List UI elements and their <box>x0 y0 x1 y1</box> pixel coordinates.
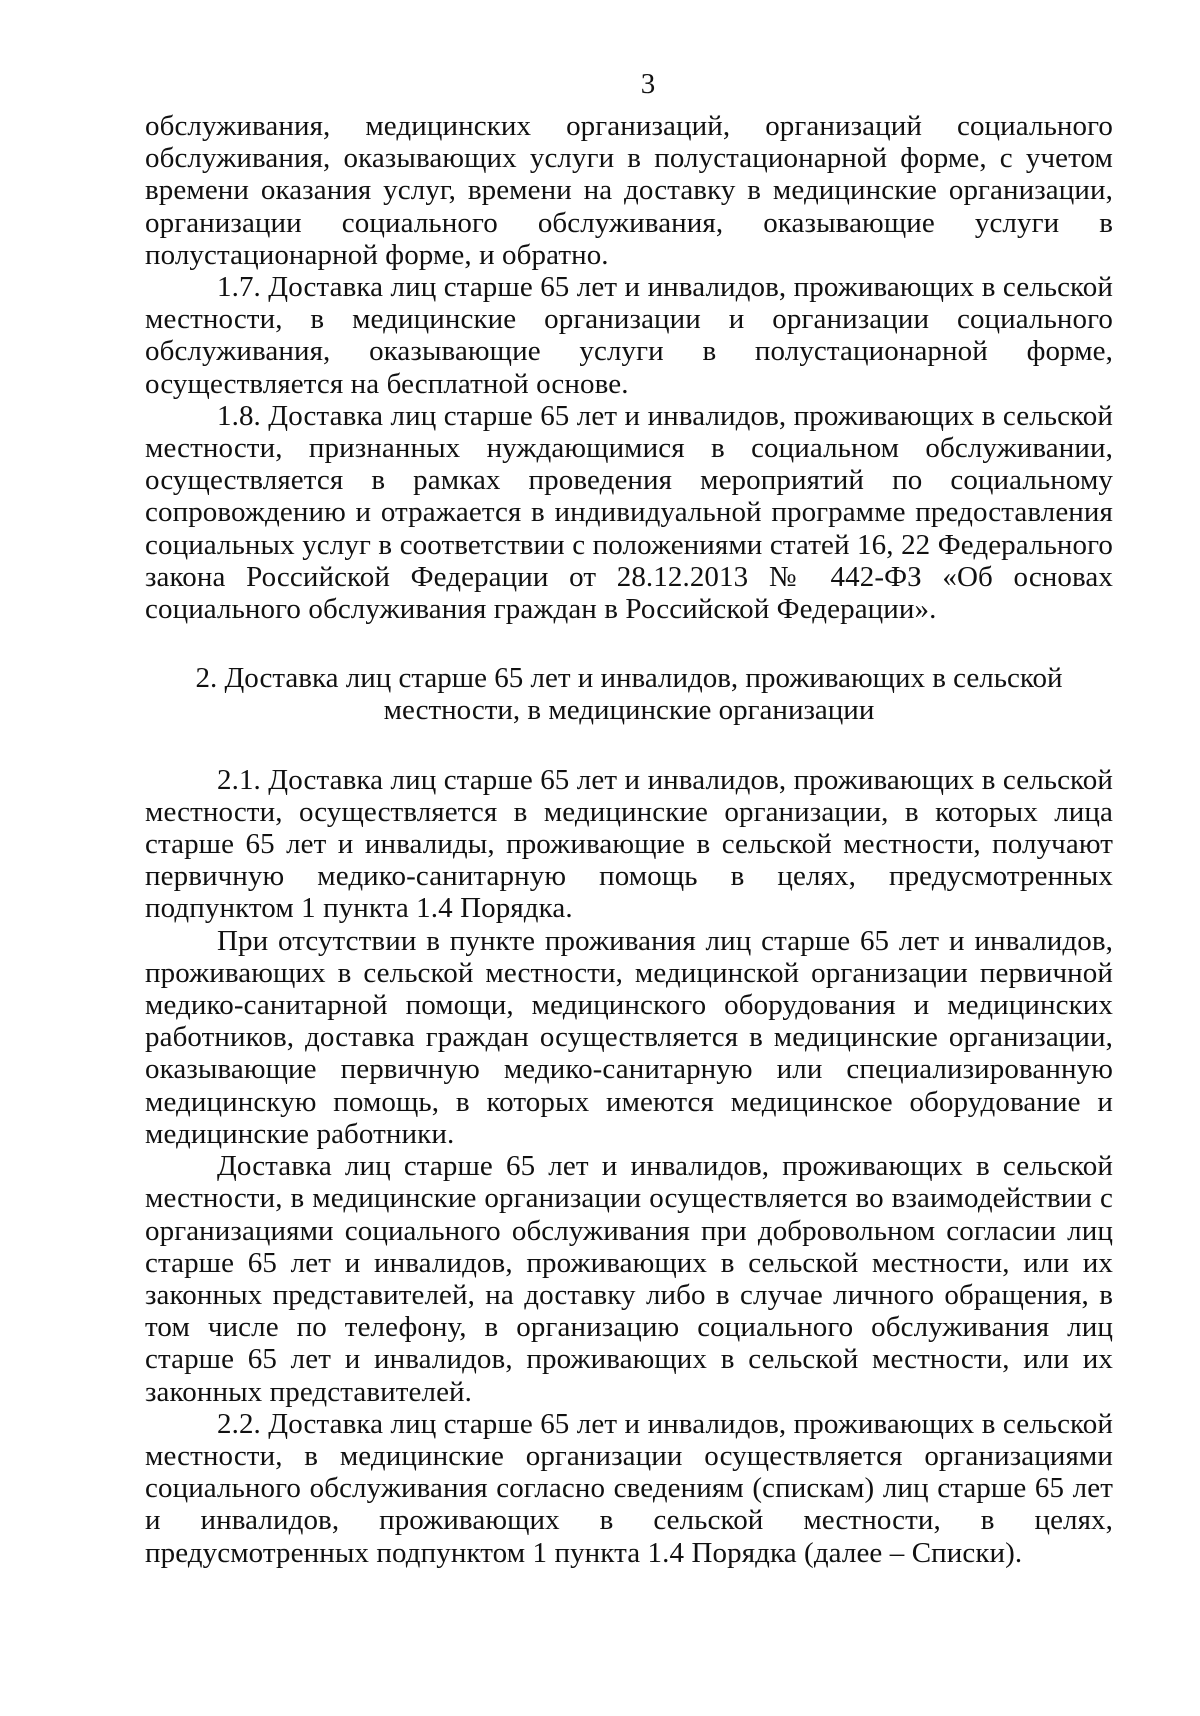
paragraph-item-1-8: 1.8. Доставка лиц старше 65 лет и инвалидов, проживающих в сельской местности, признанных нуждающимися в социальном обслуживании, осуществляется в рамках проведения мероприятий по социальному сопровождению и отражается в индивидуальной программе предоставления социальных услуг в соответствии с положениями статей 16, 22 Федерального закона Российской Федерации от 28.12.2013 № 442-ФЗ «Об основах социального обслуживания граждан в Российской Федерации». <box>145 399 1113 626</box>
section-heading-line-2: местности, в медицинские организации <box>383 694 875 727</box>
paragraph-item-1-7: 1.7. Доставка лиц старше 65 лет и инвалидов, проживающих в сельской местности, в медицинские организации и организации социального обслуживания, оказывающие услуги в полустационарной форме, осуществляется на бесплатной основе. <box>145 271 1113 400</box>
paragraph-item-2-1-interaction: Доставка лиц старше 65 лет и инвалидов, проживающих в сельской местности, в медицинские организации осуществляется во взаимодействии с организациями социального обслуживания при добровольном согласии лиц старше 65 лет и инвалидов, проживающих в сельской местности, или их законных представителей, на доставку либо в случае личного обращения, в том числе по телефону, в организацию социального обслуживания лиц старше 65 лет и инвалидов, проживающих в сельской местности, или их законных представителей. <box>145 1150 1113 1408</box>
paragraph-item-2-1: 2.1. Доставка лиц старше 65 лет и инвалидов, проживающих в сельской местности, осуществляется в медицинские организации, в которых лица старше 65 лет и инвалиды, проживающие в сельской местности, получают первичную медико-санитарную помощь в целях, предусмотренных подпунктом 1 пункта 1.4 Порядка. <box>145 763 1113 925</box>
page-number: 3 <box>640 68 656 100</box>
paragraph-item-2-1-absence: При отсутствии в пункте проживания лиц старше 65 лет и инвалидов, проживающих в сельской местности, медицинской организации первичной медико-санитарной помощи, медицинского оборудования и медицинских работников, доставка граждан осуществляется в медицинские организации, оказывающие первичную медико-санитарную или специализированную медицинскую помощь, в которых имеются медицинское оборудование и медицинские работники. <box>145 924 1113 1150</box>
paragraph-item-2-2: 2.2. Доставка лиц старше 65 лет и инвалидов, проживающих в сельской местности, в медицинские организации осуществляется организациями социального обслуживания согласно сведениям (спискам) лиц старше 65 лет и инвалидов, проживающих в сельской местности, в целях, предусмотренных подпунктом 1 пункта 1.4 Порядка (далее – Списки). <box>145 1407 1113 1569</box>
document-page <box>145 68 1113 1698</box>
section-heading <box>145 662 1113 726</box>
paragraph-continuation: обслуживания, медицинских организаций, организаций социального обслуживания, оказывающих услуги в полустационарной форме, с учетом времени оказания услуг, времени на доставку в медицинские организации, организации социального обслуживания, оказывающие услуги в полустационарной форме, и обратно. <box>145 110 1113 271</box>
section-heading-line-1: 2. Доставка лиц старше 65 лет и инвалидов, проживающих в сельской <box>195 662 1063 695</box>
